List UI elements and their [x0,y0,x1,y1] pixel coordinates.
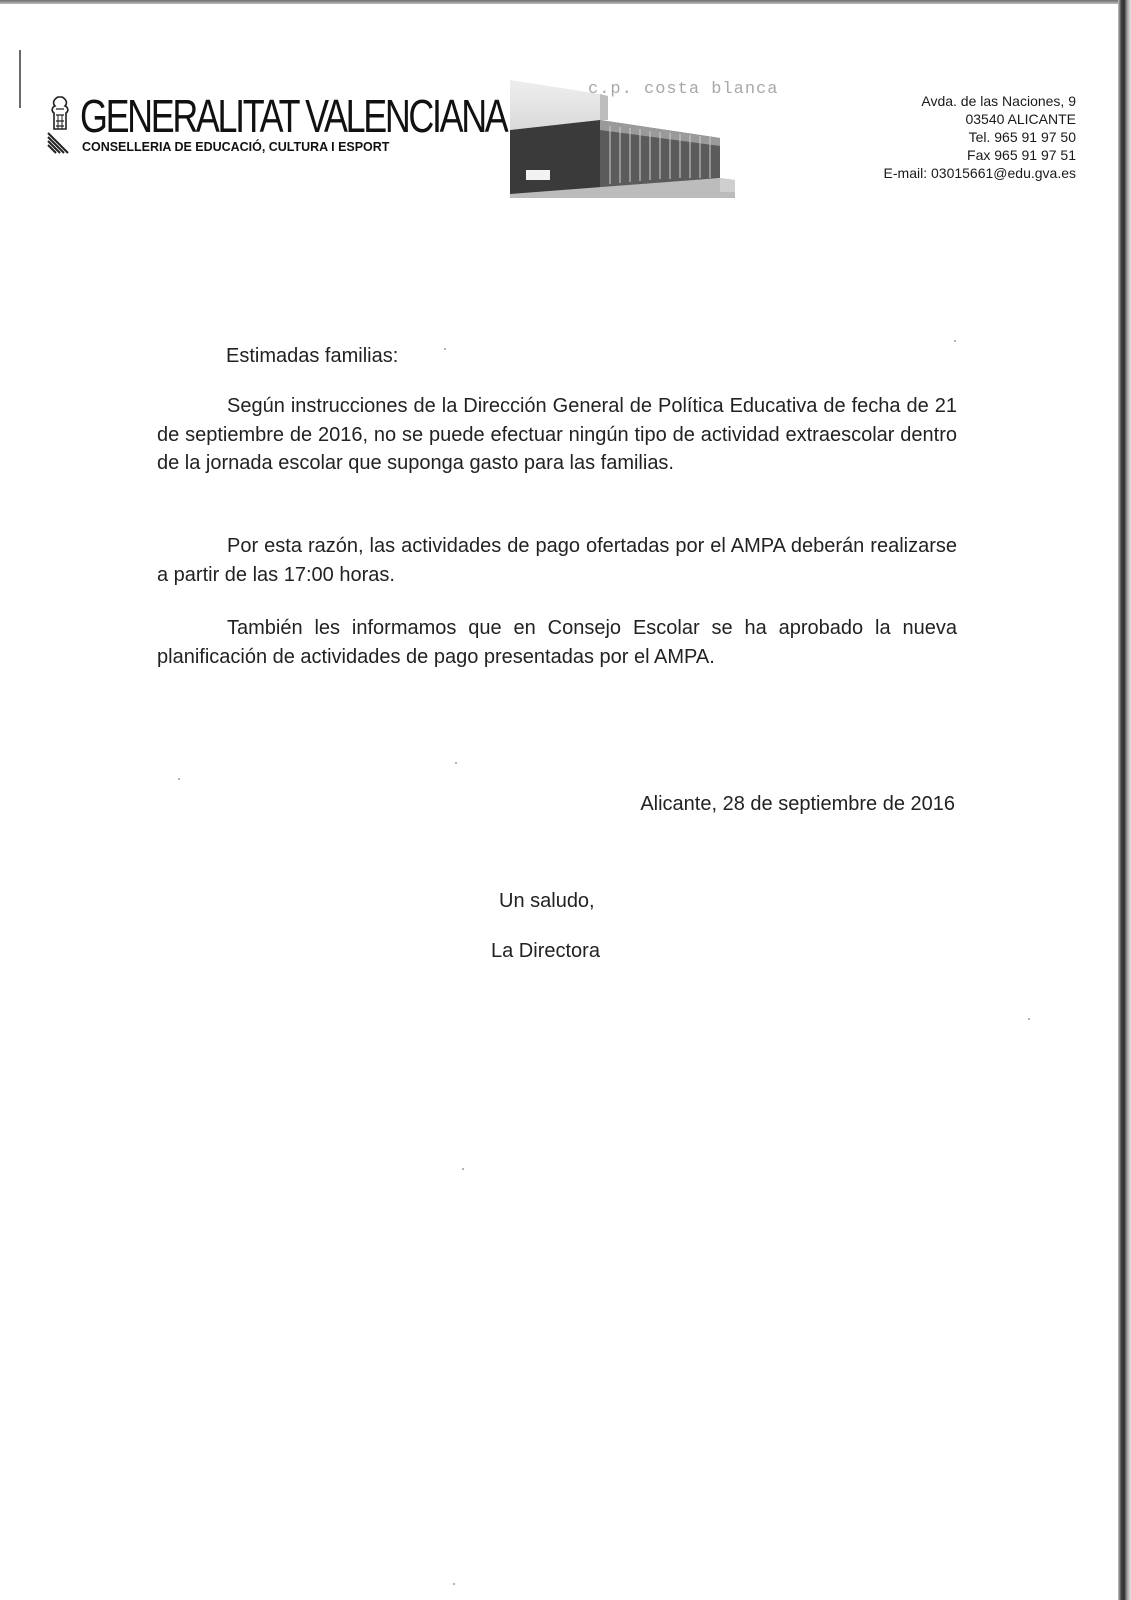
address-city: 03540 ALICANTE [965,111,1076,127]
address-street: Avda. de las Naciones, 9 [921,93,1076,109]
letter-paragraph-2: Por esta razón, las actividades de pago ofertadas por el AMPA deberán realizarse a partir de las 17:00 horas. [157,535,957,586]
scan-speck [455,762,457,764]
scan-speck [1028,1018,1030,1020]
scan-speck [462,1168,464,1170]
letter-date: Alicante, 28 de septiembre de 2016 [640,793,955,815]
address-phone: Tel. 965 91 97 50 [968,129,1076,145]
generalitat-logo [46,90,507,160]
letter-paragraph-3: También les informamos que en Consejo Escolar se ha aprobado la nueva planificación de actividades de pago presentadas por el AMPA. [157,617,957,668]
scan-right-edge [1118,0,1131,1600]
scan-speck [178,778,180,780]
scan-mark [19,50,21,108]
org-subtitle: CONSELLERIA DE EDUCACIÓ, CULTURA I ESPORT [82,139,390,154]
address-email: E-mail: 03015661@edu.gva.es [883,165,1076,181]
scan-speck [954,340,956,342]
scan-speck [453,1583,455,1585]
scan-speck [444,348,446,350]
letter-paragraph-1: Según instrucciones de la Dirección General de Política Educativa de fecha de 21 de septiembre de 2016, no se puede efectuar ningún tipo de actividad extraescolar dentro de la jornada escolar que suponga gasto para las familias. [157,395,957,474]
address-block [884,92,1076,182]
letter-closing: Un saludo, [499,890,595,912]
letter-greeting: Estimadas familias: [226,345,399,367]
school-name: c.p. costa blanca [588,80,779,99]
org-title: GENERALITAT VALENCIANA [80,90,507,142]
generalitat-emblem-icon [46,95,78,155]
address-fax: Fax 965 91 97 51 [967,147,1076,163]
scan-top-edge [0,0,1131,4]
letter-signature: La Directora [491,940,600,962]
